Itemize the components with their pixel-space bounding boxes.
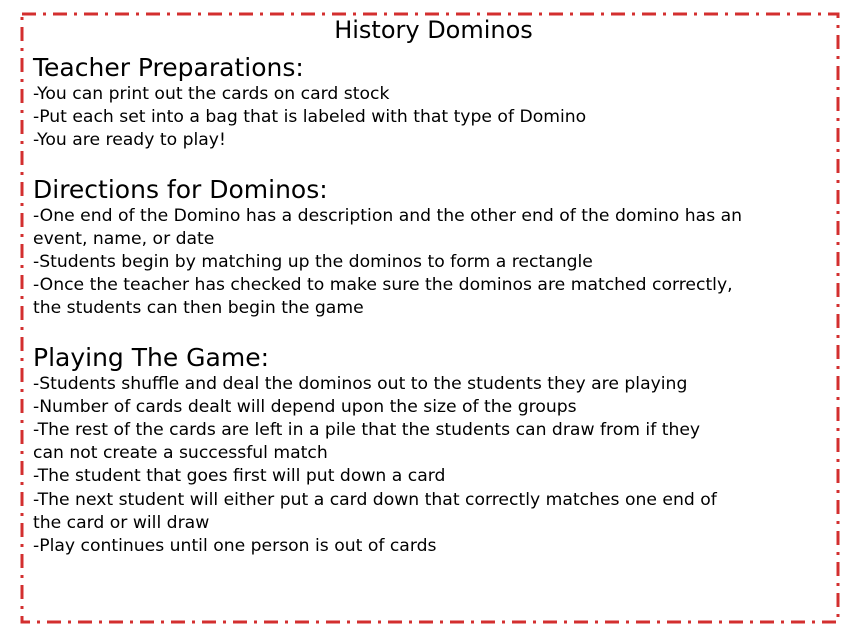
text-line: -Put each set into a bag that is labeled with that type of Domino bbox=[33, 107, 587, 128]
section-directions bbox=[33, 174, 833, 321]
text-line: -Students shuffle and deal the dominos out to the students they are playing bbox=[33, 373, 688, 394]
text-line: -The next student will either put a card down that correctly matches one end of bbox=[33, 489, 717, 510]
section-heading: Playing The Game: bbox=[33, 342, 270, 372]
text-line: can not create a successful match bbox=[33, 443, 328, 464]
section-teacher-preparations bbox=[33, 52, 833, 153]
text-line: -Play continues until one person is out of cards bbox=[33, 536, 437, 557]
section-heading: Teacher Preparations: bbox=[33, 53, 304, 82]
section-playing-the-game bbox=[33, 342, 833, 559]
text-line: -Students begin by matching up the dominos to form a rectangle bbox=[33, 252, 593, 273]
text-line: -Number of cards dealt will depend upon the size of the groups bbox=[33, 396, 577, 417]
text-line: event, name, or date bbox=[33, 228, 215, 249]
text-line: -You are ready to play! bbox=[33, 130, 226, 151]
text-line: the students can then begin the game bbox=[33, 298, 364, 319]
text-line: -One end of the Domino has a description and the other end of the domino has an bbox=[33, 205, 743, 226]
text-line: -The student that goes first will put down a card bbox=[33, 466, 446, 487]
text-line: -The rest of the cards are left in a pile that the students can draw from if they bbox=[33, 420, 701, 441]
text-line: -Once the teacher has checked to make sure the dominos are matched correctly, bbox=[33, 275, 733, 296]
document-body bbox=[33, 52, 833, 579]
page-title: History Dominos bbox=[334, 16, 533, 44]
text-line: -You can print out the cards on card stock bbox=[33, 84, 390, 104]
text-line: the card or will draw bbox=[33, 512, 210, 533]
section-heading: Directions for Dominos: bbox=[33, 174, 328, 204]
